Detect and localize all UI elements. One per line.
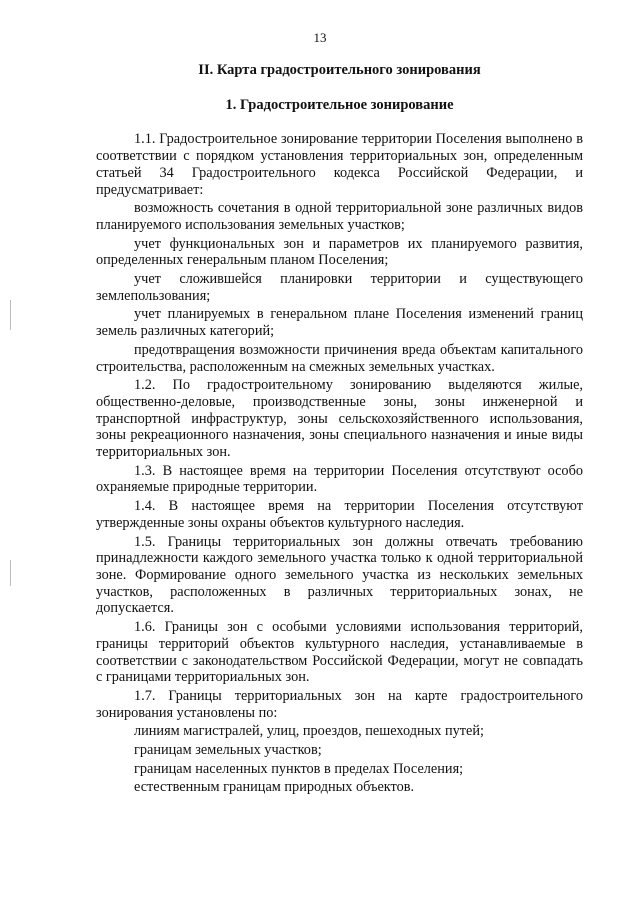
list-item: линиям магистралей, улиц, проездов, пешеходных путей; bbox=[134, 723, 484, 740]
list-item: границам населенных пунктов в пределах Поселения; bbox=[134, 760, 464, 777]
paragraph: 1.2. По градостроительному зонированию выделяются жилые, общественно-деловые, производственные зоны, зоны инженерной и транспортной инфраструктур, зоны сельскохозяйственного использования, зоны рекреационного назначения, зоны специального назначения и иные виды территориальных зон. bbox=[96, 377, 583, 461]
section-title: II. Карта градостроительного зонирования bbox=[198, 62, 481, 78]
subsection-title: 1. Градостроительное зонирование bbox=[225, 96, 454, 113]
paragraph: 1.4. В настоящее время на территории Поселения отсутствуют утвержденные зоны охраны объектов культурного наследия. bbox=[96, 498, 583, 531]
scan-edge-mark bbox=[10, 300, 11, 330]
paragraph: 1.1. Градостроительное зонирование территории Поселения выполнено в соответствии с порядком установления территориальных зон, определенным статьей 34 Градостроительного кодекса Российской Федерации, и предусматривает: bbox=[96, 131, 583, 198]
paragraph: 1.6. Границы зон с особыми условиями использования территорий, границы территорий объектов культурного наследия, устанавливаемые в соответствии с законодательством Российской Федерации, могут не совпадать с границами территориальных зон. bbox=[96, 619, 583, 686]
paragraph: 1.5. Границы территориальных зон должны отвечать требованию принадлежности каждого земельного участка только к одной территориальной зоне. Формирование одного земельного участка из нескольких земельных участков, расположенных в различных территориальных зонах, не допускается. bbox=[96, 533, 583, 617]
paragraph: учет функциональных зон и параметров их планируемого развития, определенных генеральным планом Поселения; bbox=[96, 235, 583, 269]
paragraph: 1.7. Границы территориальных зон на карте градостроительного зонирования установлены по: bbox=[96, 687, 583, 721]
paragraph: предотвращения возможности причинения вреда объектам капитального строительства, расположенным на смежных земельных участках. bbox=[96, 341, 583, 375]
paragraph: учет планируемых в генеральном плане Поселения изменений границ земель различных категорий; bbox=[96, 306, 583, 340]
document-body bbox=[96, 62, 583, 798]
page-number: 13 bbox=[313, 30, 327, 45]
list-item: естественным границам природных объектов. bbox=[134, 779, 415, 796]
list-item: границам земельных участков; bbox=[134, 742, 322, 759]
paragraph: 1.3. В настоящее время на территории Поселения отсутствуют особо охраняемые природные территории. bbox=[96, 462, 583, 496]
scan-edge-mark bbox=[10, 560, 11, 586]
paragraph: возможность сочетания в одной территориальной зоне различных видов планируемого использования земельных участков; bbox=[96, 200, 583, 233]
paragraph: учет сложившейся планировки территории и существующего землепользования; bbox=[96, 271, 583, 304]
